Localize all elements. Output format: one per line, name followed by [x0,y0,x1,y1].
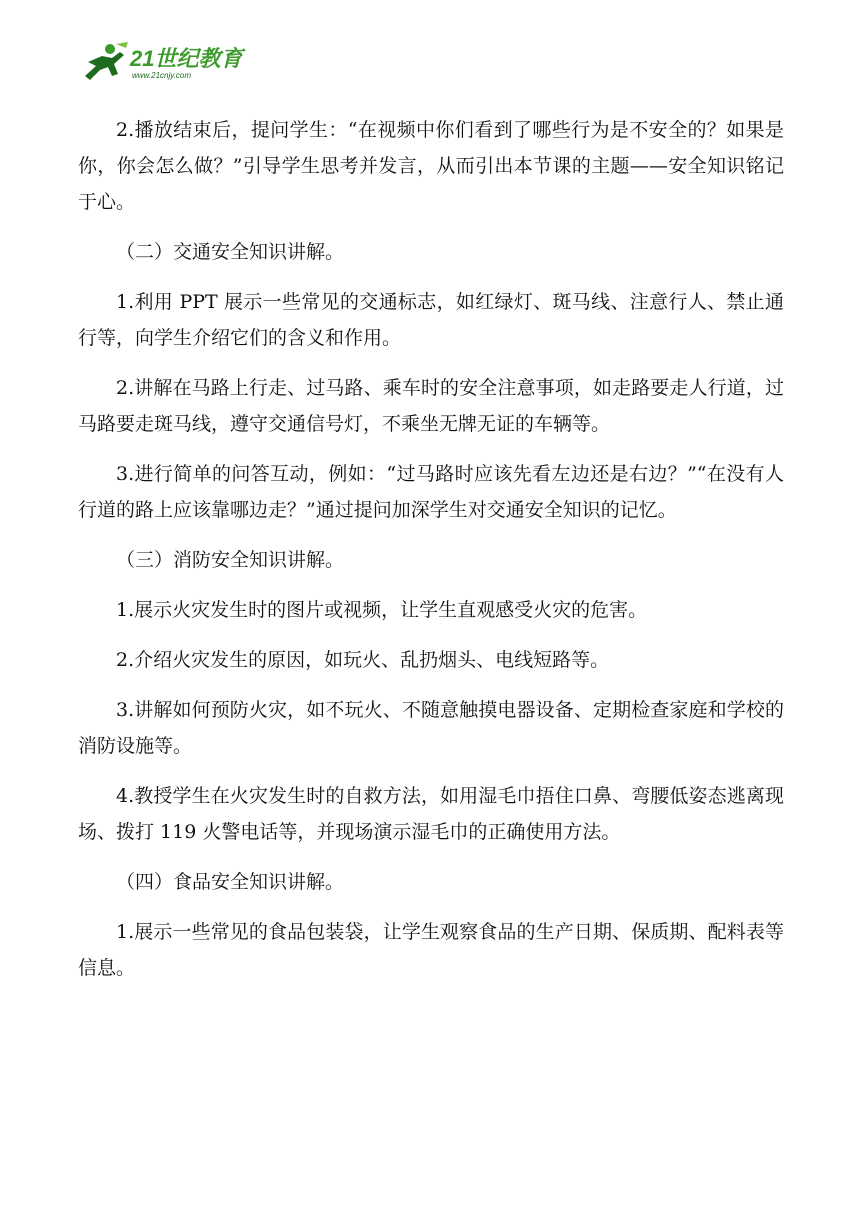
list-item: 2.介绍火灾发生的原因，如玩火、乱扔烟头、电线短路等。 [116,649,610,671]
section-heading: （二）交通安全知识讲解。 [116,241,345,263]
runner-icon [85,42,128,80]
list-item: 4.教授学生在火灾发生时的自救方法，如用湿毛巾捂住口鼻、弯腰低姿态逃离现场、拨打 119 火警电话等，并现场演示湿毛巾的正确使用方法。 [78,785,784,843]
list-item: 3.讲解如何预防火灾，如不玩火、不随意触摸电器设备、定期检查家庭和学校的消防设施等。 [78,699,784,757]
list-item: 3.进行简单的问答互动，例如：“过马路时应该先看左边还是右边？”“在没有人行道的路上应该靠哪边走？”通过提问加深学生对交通安全知识的记忆。 [78,463,784,521]
list-item: 2.讲解在马路上行走、过马路、乘车时的安全注意事项，如走路要走人行道，过马路要走斑马线，遵守交通信号灯，不乘坐无牌无证的车辆等。 [78,377,784,435]
document-body [78,112,784,1000]
list-item: 2.播放结束后，提问学生：“在视频中你们看到了哪些行为是不安全的？如果是你，你会怎么做？”引导学生思考并发言，从而引出本节课的主题——安全知识铭记于心。 [78,119,784,213]
site-logo [80,40,250,84]
section-heading: （四）食品安全知识讲解。 [116,871,345,893]
list-item: 1.利用 PPT 展示一些常见的交通标志，如红绿灯、斑马线、注意行人、禁止通行等，向学生介绍它们的含义和作用。 [78,291,784,349]
list-item: 1.展示火灾发生时的图片或视频，让学生直观感受火灾的危害。 [116,599,648,621]
logo-url-text: www.21cnjy.com [132,71,191,80]
section-heading: （三）消防安全知识讲解。 [116,549,345,571]
list-item: 1.展示一些常见的食品包装袋，让学生观察食品的生产日期、保质期、配料表等信息。 [78,921,784,979]
logo-brand-text: 21世纪教育 [130,46,243,71]
logo-graphic [80,40,250,84]
